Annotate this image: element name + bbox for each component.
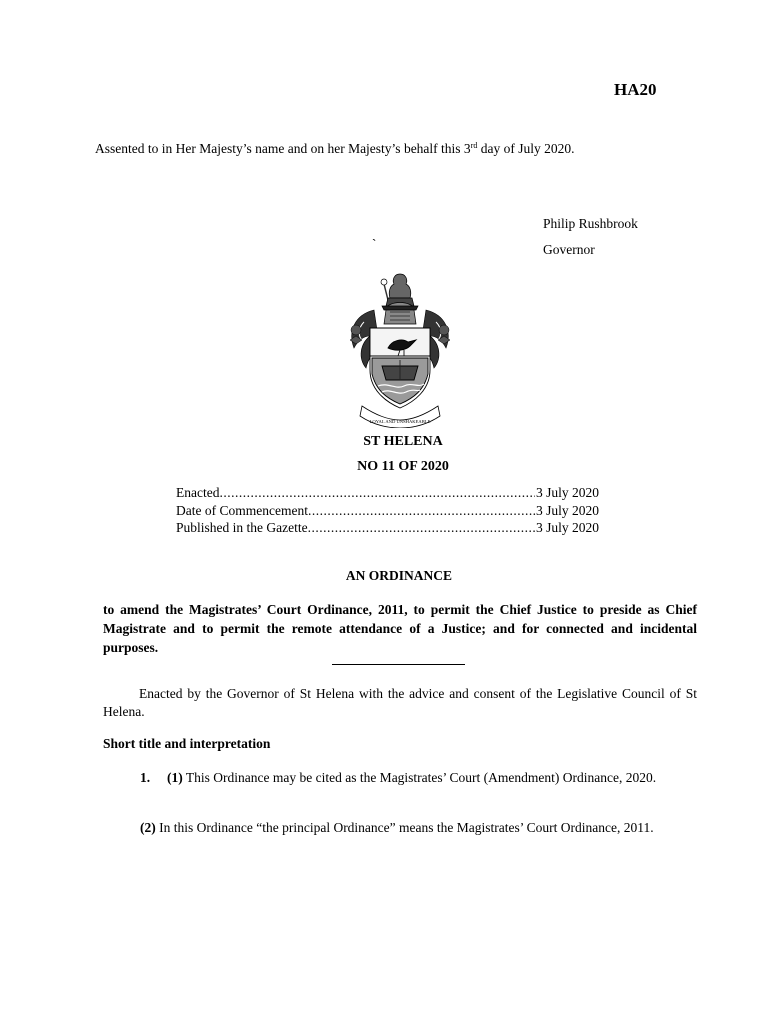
assent-statement [95,141,574,157]
date-value: 3 July 2020 [535,520,599,535]
date-label: Enacted [176,485,220,500]
assent-text-end: day of July 2020. [477,141,575,156]
dates-table [176,484,599,537]
date-row-gazette [176,519,599,537]
section-text: This Ordinance may be cited as the Magistrates’ Court (Amendment) Ordinance, 2020. [182,770,657,785]
ordinance-number: NO 11 OF 2020 [357,459,449,474]
section-heading: Short title and interpretation [103,736,271,751]
long-title: to amend the Magistrates’ Court Ordinance, 2011, to permit the Chief Justice to preside as Chief Magistrate and to permit the remote attendance of a Justice; and for connected and incidental purposes. [103,602,697,655]
territory-name: ST HELENA [363,434,443,449]
dot-leader [308,502,532,520]
signatory-name: Philip Rushbrook [543,216,638,231]
divider [332,664,465,665]
section-text: In this Ordinance “the principal Ordinance” means the Magistrates’ Court Ordinance, 2011. [155,820,654,835]
date-label: Published in the Gazette [176,520,308,535]
date-label: Date of Commencement [176,502,308,518]
dot-leader [219,484,535,502]
assent-text: Assented to in Her Majesty’s name and on her Majesty’s behalf this 3 [95,141,471,156]
date-row-enacted [176,484,599,502]
date-value: 3 July 2020 [535,485,599,500]
section-number: 1. [140,770,151,785]
date-value: .3 July 2020 [532,502,599,518]
section-paragraph [103,769,697,787]
document-reference-code: HA20 [614,80,657,99]
signatory-title: Governor [543,242,595,257]
date-row-commencement [176,502,599,520]
motto-text: LOYAL AND UNSHAKEABLE [369,419,431,424]
coat-of-arms-icon [344,270,456,428]
subsection-number: (1) [167,770,183,785]
ordinance-heading: AN ORDINANCE [345,568,453,583]
dot-leader [308,519,535,537]
subsection-number: (2) [140,820,156,835]
section-paragraph [103,819,697,837]
assent-ordinal-suffix: rd [470,141,478,150]
stray-mark: ` [372,236,377,251]
enacting-formula: Enacted by the Governor of St Helena with the advice and consent of the Legislative Council of St Helena. [103,686,697,719]
